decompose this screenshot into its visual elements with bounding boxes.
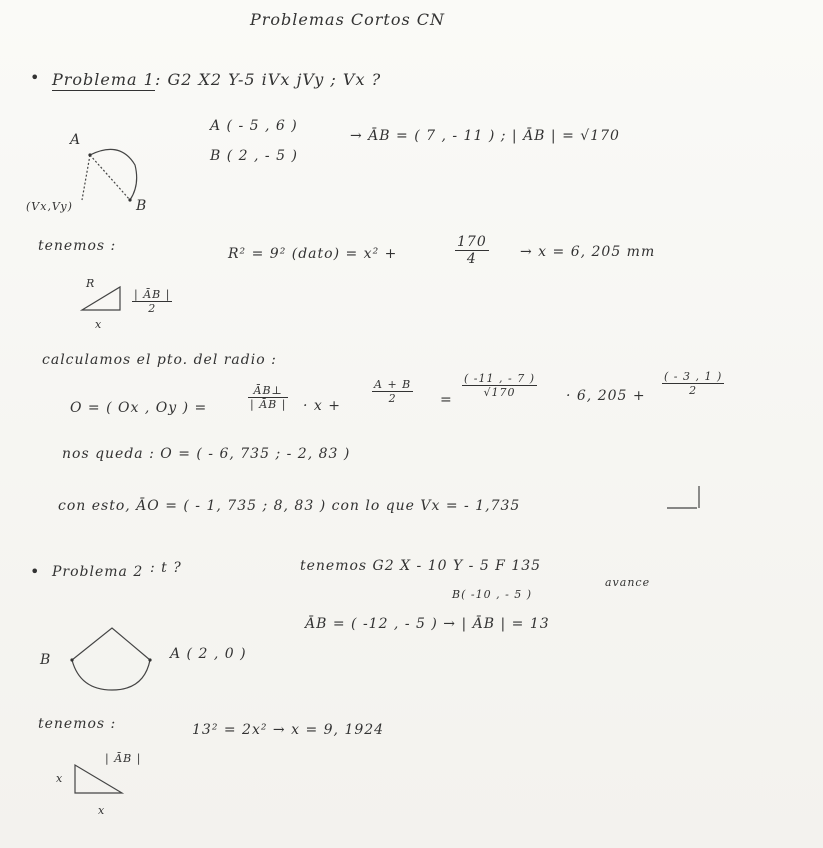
vector-ab-2: ĀB = ( -12 , - 5 ) → | ĀB | = 13 xyxy=(305,616,550,632)
eq1-fraction xyxy=(455,234,489,267)
eqo-mid2: · 6, 205 + xyxy=(566,388,646,404)
problem-2-params: : t ? xyxy=(150,560,182,576)
result-mark xyxy=(665,482,705,512)
eqo-f4 xyxy=(662,370,724,397)
tri2-label-x-bottom: x xyxy=(98,804,106,817)
eqo-f2-num: A + B xyxy=(374,378,412,391)
eqo-eq: = xyxy=(440,392,453,408)
eqo-f4-den: 2 xyxy=(689,384,698,397)
esto-text: con esto, ĀO = ( - 1, 735 ; 8, 83 ) con lo que Vx = - 1,735 xyxy=(58,498,521,514)
vector-ab: → ĀB = ( 7 , - 11 ) ; | ĀB | = √170 xyxy=(350,128,620,144)
eqo-f2 xyxy=(372,378,413,405)
eqo-f3 xyxy=(462,372,537,399)
chord-line xyxy=(90,155,130,200)
eqo-left: O = ( Ox , Oy ) = xyxy=(70,400,208,416)
eq1-num: 170 xyxy=(457,234,487,250)
tenemos-2: tenemos : xyxy=(38,716,117,732)
arc-path xyxy=(90,149,137,200)
radius-line-a xyxy=(82,155,90,200)
eqo-f1-den: | ĀB | xyxy=(250,398,287,411)
bullet-dot: • xyxy=(30,68,41,87)
eq1-den: 4 xyxy=(466,251,477,267)
coord-b: B ( 2 , - 5 ) xyxy=(210,148,298,164)
tri2-label-x-left: x xyxy=(56,772,64,785)
eqo-f1 xyxy=(248,384,288,411)
triangle-path xyxy=(82,287,120,310)
problem-1-heading: Problema 1 xyxy=(52,70,155,89)
label-v: (Vx,Vy) xyxy=(26,200,73,213)
eqo-f2-den: 2 xyxy=(388,392,397,405)
bullet-dot-2: • xyxy=(30,562,41,581)
tri-num: | ĀB | xyxy=(134,288,171,301)
calc-text: calculamos el pto. del radio : xyxy=(42,352,277,368)
page-title: Problemas Cortos CN xyxy=(250,10,446,29)
triangle-path-2 xyxy=(75,765,122,793)
arc-figure-2 xyxy=(60,620,170,700)
eq-2: 13² = 2x² → x = 9, 1924 xyxy=(192,722,385,738)
problem-2-heading: Problema 2 xyxy=(52,564,144,580)
point-a-2 xyxy=(148,658,151,661)
radius-lines xyxy=(72,628,150,660)
triangle-figure-2 xyxy=(72,765,132,795)
coord-a: A ( - 5 , 6 ) xyxy=(210,118,298,134)
point-b-2 xyxy=(70,658,73,661)
label-a: A xyxy=(70,132,82,148)
eqo-mid: · x + xyxy=(303,398,341,414)
tri-label-x: x xyxy=(95,318,103,331)
tenemos-1: tenemos : xyxy=(38,238,117,254)
label-b-2: B xyxy=(40,652,52,668)
point-a xyxy=(88,153,91,156)
label-b: B xyxy=(136,198,148,214)
eqo-f1-num: ĀB⊥ xyxy=(248,384,288,398)
eqo-f3-den: √170 xyxy=(483,386,516,399)
eqo-f3-num: ( -11 , - 7 ) xyxy=(464,372,535,385)
tri-fraction xyxy=(132,288,172,315)
eq1-right: → x = 6, 205 mm xyxy=(520,244,656,260)
avance-note: avance xyxy=(605,576,651,589)
eqo-f4-num: ( - 3 , 1 ) xyxy=(664,370,723,383)
tenemos-top: tenemos G2 X - 10 Y - 5 F 135 xyxy=(300,558,542,574)
b-coord: B( -10 , - 5 ) xyxy=(452,588,533,601)
queda-text: nos queda : O = ( - 6, 735 ; - 2, 83 ) xyxy=(62,446,351,462)
coord-a-2: A ( 2 , 0 ) xyxy=(170,646,247,662)
eq1-left: R² = 9² (dato) = x² + xyxy=(228,246,398,262)
problem-1-params: : G2 X2 Y-5 iVx jVy ; Vx ? xyxy=(155,70,382,89)
arc-path-2 xyxy=(72,660,150,690)
tri-label-r: R xyxy=(86,277,96,290)
tri-den: 2 xyxy=(148,302,157,315)
point-b xyxy=(128,198,131,201)
tri2-label-ab: | ĀB | xyxy=(105,752,142,765)
